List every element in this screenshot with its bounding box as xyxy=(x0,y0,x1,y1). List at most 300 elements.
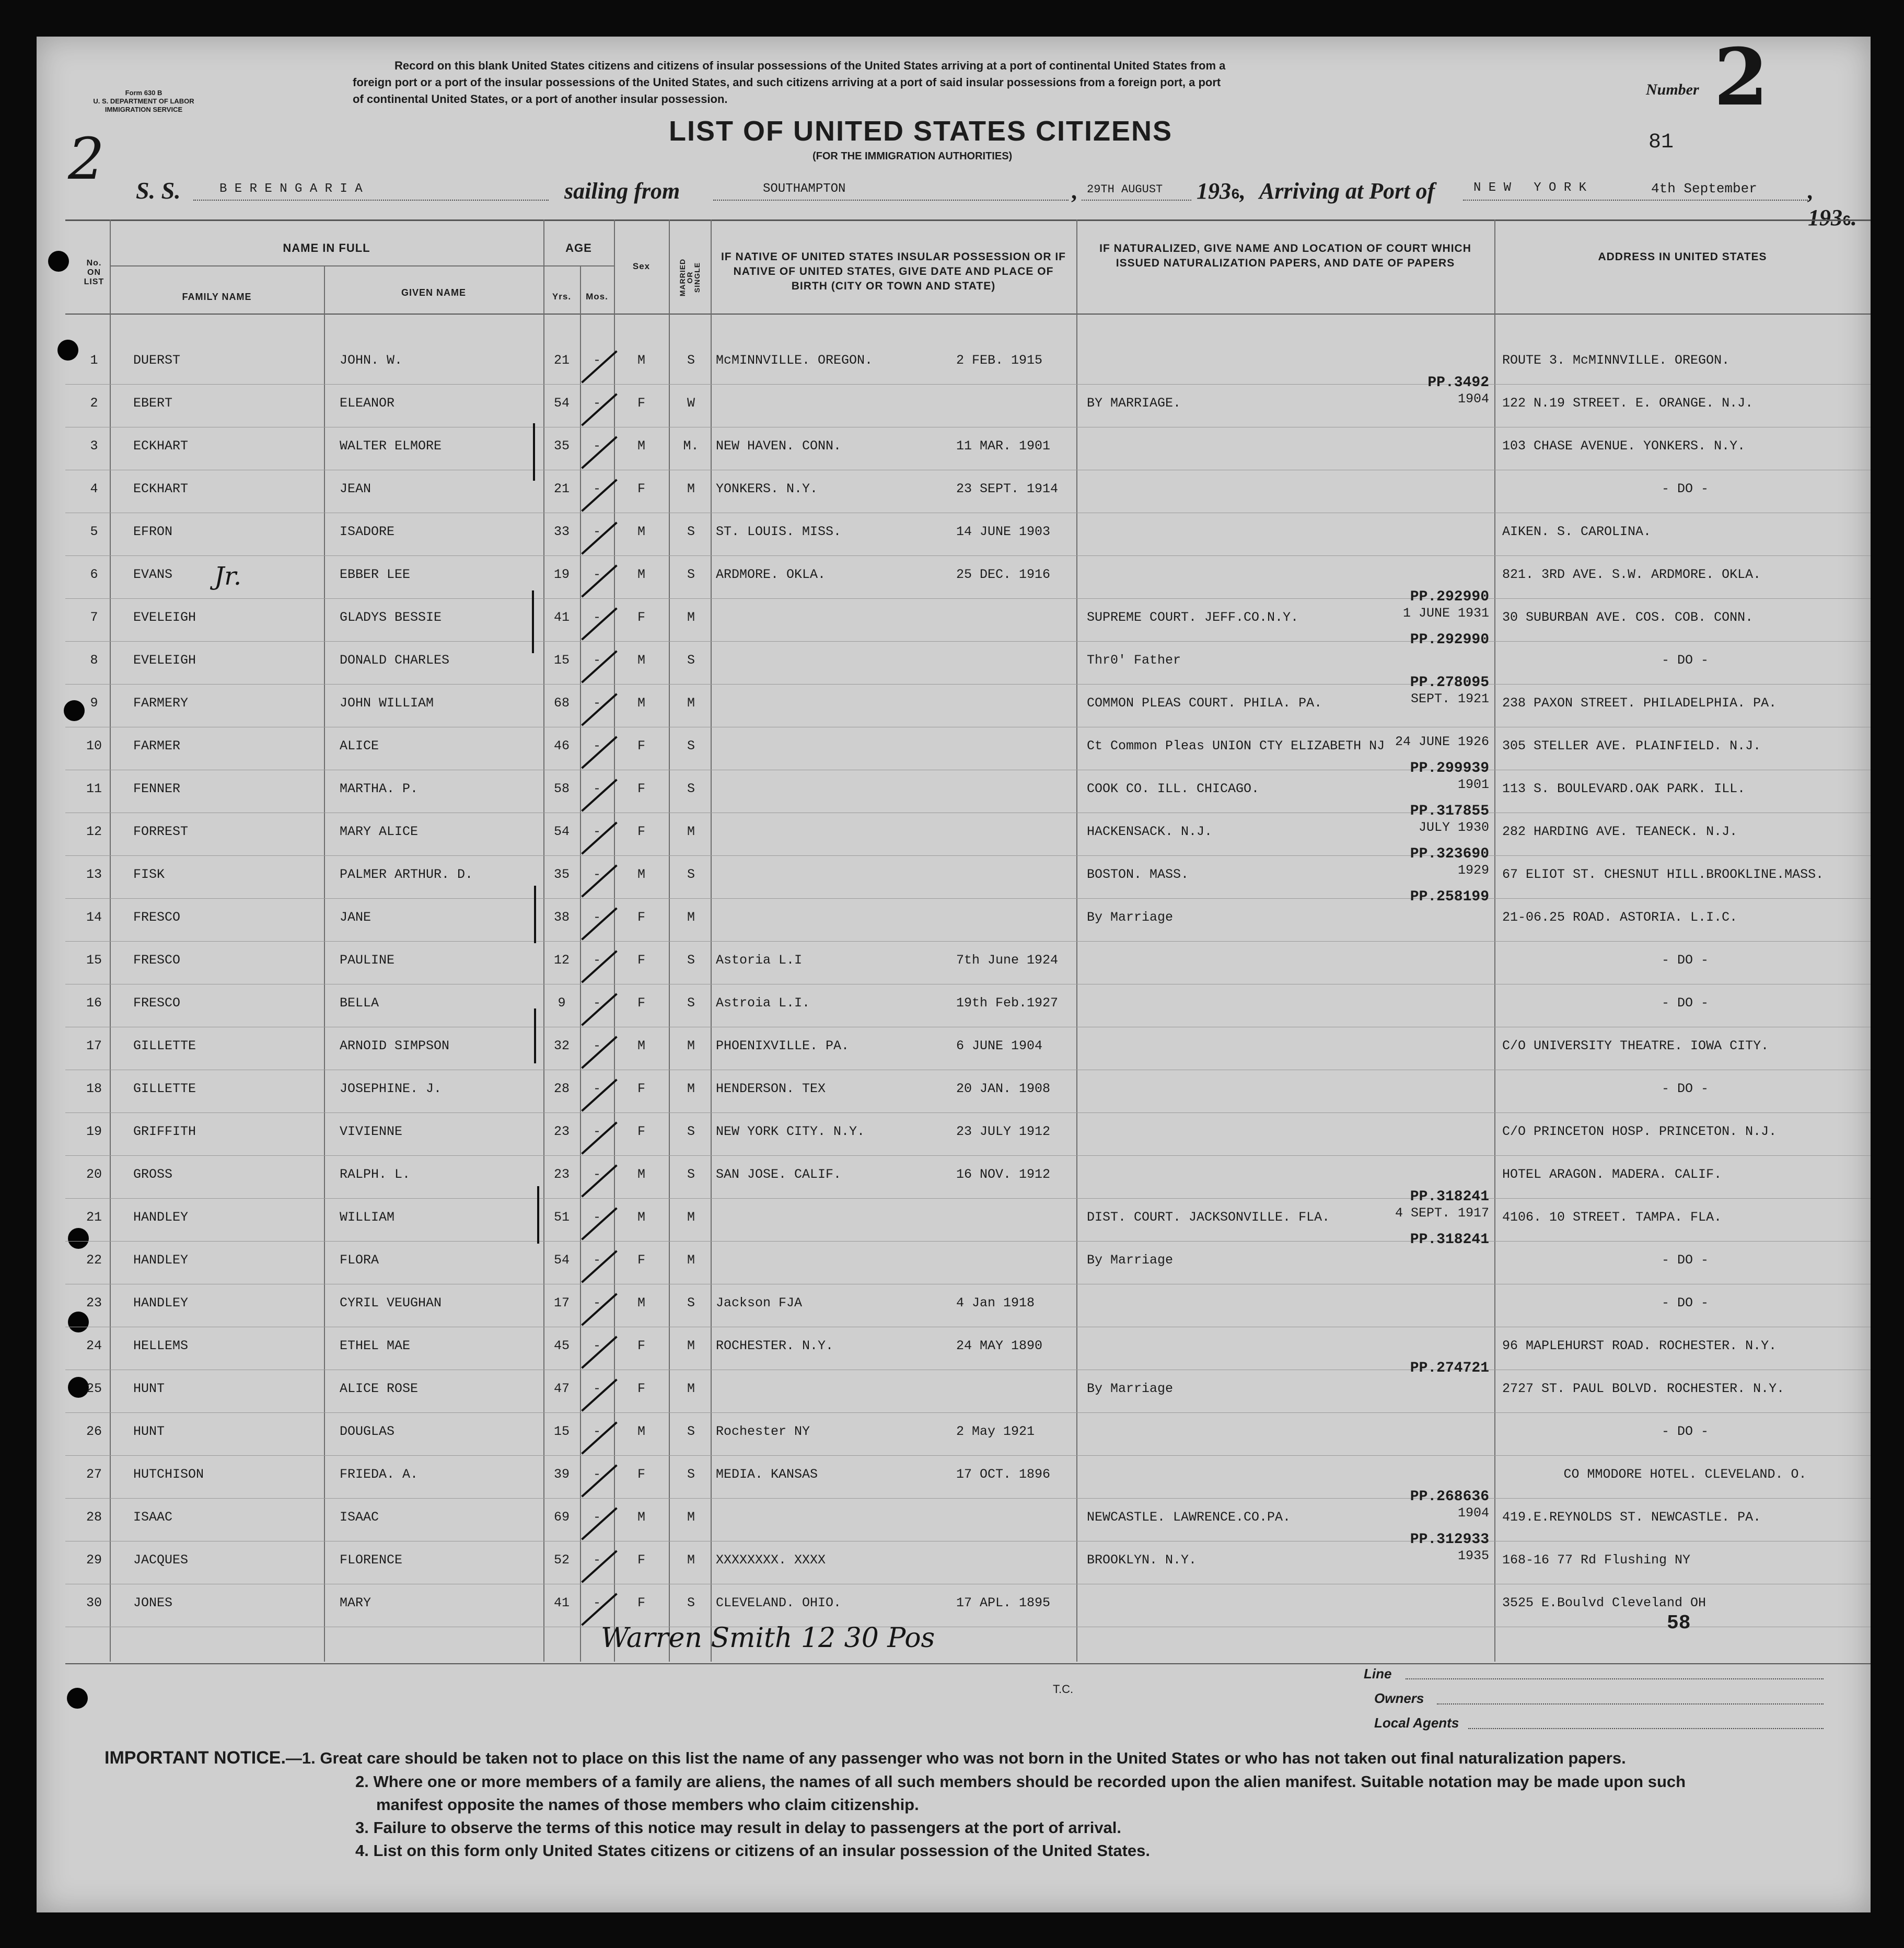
sex: M xyxy=(637,867,645,882)
age-years: 68 xyxy=(553,695,570,711)
marital-status: S xyxy=(687,1295,695,1311)
naturalization-paper-number: PP.292990 xyxy=(1410,589,1489,605)
marital-status: S xyxy=(687,738,695,753)
naturalization-court: BOSTON. MASS. xyxy=(1087,867,1189,882)
row-number: 29 xyxy=(86,1552,102,1568)
marital-status: S xyxy=(687,1424,695,1439)
birth-date: 2 May 1921 xyxy=(956,1424,1035,1439)
row-number: 8 xyxy=(90,653,98,668)
age-years: 23 xyxy=(553,1124,570,1139)
naturalization-paper-number: PP.312933 xyxy=(1410,1532,1489,1548)
intro-line: of continental United States, or a port of another insular possession. xyxy=(353,92,728,106)
address: 168-16 77 Rd Flushing NY xyxy=(1502,1552,1691,1568)
row-number: 18 xyxy=(86,1081,102,1096)
arriving-label: Arriving at Port of xyxy=(1259,178,1435,204)
marital-status: M xyxy=(687,1510,695,1525)
given-name: JOHN WILLIAM xyxy=(340,695,434,711)
given-name: MARTHA. P. xyxy=(340,781,419,796)
marital-status: M xyxy=(687,1552,695,1568)
naturalization-paper-number: PP.317855 xyxy=(1410,803,1489,819)
address: 103 CHASE AVENUE. YONKERS. N.Y. xyxy=(1502,438,1746,454)
naturalization-paper-number: PP.258199 xyxy=(1410,889,1489,905)
birth-place: SAN JOSE. CALIF. xyxy=(716,1167,842,1182)
row-number: 30 xyxy=(86,1595,102,1610)
naturalization-court: COOK CO. ILL. CHICAGO. xyxy=(1087,781,1260,796)
sailing-label: sailing from xyxy=(564,178,680,204)
family-name: HUNT xyxy=(133,1381,165,1396)
given-name: JOSEPHINE. J. xyxy=(340,1081,442,1096)
birth-date: 19th Feb.1927 xyxy=(956,995,1059,1011)
given-name: WALTER ELMORE xyxy=(340,438,442,454)
birth-date: 6 JUNE 1904 xyxy=(956,1038,1043,1053)
marital-status: M xyxy=(687,481,695,496)
naturalization-date: 4 SEPT. 1917 xyxy=(1395,1205,1489,1221)
age-months: - xyxy=(593,1038,601,1053)
naturalization-paper-number: PP.318241 xyxy=(1410,1189,1489,1205)
sex: F xyxy=(637,1081,645,1096)
age-months: - xyxy=(593,1124,601,1139)
marital-status: S xyxy=(687,781,695,796)
age-months: - xyxy=(593,1081,601,1096)
tc-mark: T.C. xyxy=(1053,1683,1074,1696)
sex: F xyxy=(637,610,645,625)
address: ROUTE 3. McMINNVILLE. OREGON. xyxy=(1502,353,1730,368)
family-name: EVELEIGH xyxy=(133,653,196,668)
age-years: 17 xyxy=(553,1295,570,1311)
address: - DO - xyxy=(1661,1424,1709,1439)
address: 419.E.REYNOLDS ST. NEWCASTLE. PA. xyxy=(1502,1510,1761,1525)
family-name: FRESCO xyxy=(133,995,181,1011)
row-number: 26 xyxy=(86,1424,102,1439)
age-months: - xyxy=(593,824,601,839)
address: 113 S. BOULEVARD.OAK PARK. ILL. xyxy=(1502,781,1746,796)
address: - DO - xyxy=(1661,953,1709,968)
marital-status: S xyxy=(687,353,695,368)
birth-place: NEW HAVEN. CONN. xyxy=(716,438,842,454)
birth-place: CLEVELAND. OHIO. xyxy=(716,1595,842,1610)
marital-status: S xyxy=(687,524,695,539)
row-number: 1 xyxy=(90,353,98,368)
notice-title: IMPORTANT NOTICE. xyxy=(105,1748,286,1768)
birth-date: 23 JULY 1912 xyxy=(956,1124,1051,1139)
family-name: FISK xyxy=(133,867,165,882)
given-name: PAULINE xyxy=(340,953,395,968)
row-number: 15 xyxy=(86,953,102,968)
age-years: 38 xyxy=(553,910,570,925)
given-name: VIVIENNE xyxy=(340,1124,403,1139)
family-name: GROSS xyxy=(133,1167,173,1182)
form-agency xyxy=(73,89,214,114)
sex: M xyxy=(637,1210,645,1225)
family-name: FRESCO xyxy=(133,910,181,925)
sex: M xyxy=(637,353,645,368)
address: 3525 E.Boulvd Cleveland OH xyxy=(1502,1595,1706,1610)
family-name: HUNT xyxy=(133,1424,165,1439)
header-name-in-full: NAME IN FULL xyxy=(283,241,370,254)
row-number: 25 xyxy=(86,1381,102,1396)
naturalization-paper-number: PP.3492 xyxy=(1427,375,1489,391)
birth-place: Jackson FJA xyxy=(716,1295,803,1311)
intro-text xyxy=(353,57,1607,108)
row-number: 24 xyxy=(86,1338,102,1353)
passenger-count: 58 xyxy=(1667,1612,1691,1634)
address: AIKEN. S. CAROLINA. xyxy=(1502,524,1652,539)
notice-2-continued: manifest opposite the names of those members who claim citizenship. xyxy=(376,1795,919,1814)
given-name: JANE xyxy=(340,910,371,925)
given-name: BELLA xyxy=(340,995,379,1011)
naturalization-court: By Marriage xyxy=(1087,1253,1174,1268)
age-months: - xyxy=(593,438,601,454)
marital-status: M xyxy=(687,1210,695,1225)
sex: M xyxy=(637,695,645,711)
birth-date: 17 OCT. 1896 xyxy=(956,1467,1051,1482)
age-months: - xyxy=(593,1210,601,1225)
family-name: DUERST xyxy=(133,353,181,368)
notice-1: IMPORTANT NOTICE.—1. Great care should be taken not to place on this list the name of any passenger who was not born in the United States or who has not taken out final naturalization papers. xyxy=(105,1748,1626,1768)
row-number: 27 xyxy=(86,1467,102,1482)
given-name: MARY xyxy=(340,1595,371,1610)
given-name: ETHEL MAE xyxy=(340,1338,411,1353)
family-name: FORREST xyxy=(133,824,189,839)
agents-label: Local Agents xyxy=(1374,1715,1459,1731)
family-name: HANDLEY xyxy=(133,1295,189,1311)
family-name: GRIFFITH xyxy=(133,1124,196,1139)
row-number: 14 xyxy=(86,910,102,925)
family-name: EFRON xyxy=(133,524,173,539)
header-no: No. ON LIST xyxy=(84,259,105,286)
age-years: 54 xyxy=(553,396,570,411)
age-months: - xyxy=(593,695,601,711)
birth-place: XXXXXXXX. XXXX xyxy=(716,1552,826,1568)
family-name: FARMERY xyxy=(133,695,189,711)
header-yrs: Yrs. xyxy=(552,292,572,302)
marital-status: M xyxy=(687,1038,695,1053)
sex: M xyxy=(637,438,645,454)
sex: F xyxy=(637,1381,645,1396)
sex: M xyxy=(637,524,645,539)
service-name: IMMIGRATION SERVICE xyxy=(105,106,183,113)
naturalization-paper-number: PP.268636 xyxy=(1410,1489,1489,1505)
row-number: 13 xyxy=(86,867,102,882)
row-number: 20 xyxy=(86,1167,102,1182)
marital-status: S xyxy=(687,995,695,1011)
given-name: RALPH. L. xyxy=(340,1167,411,1182)
age-years: 33 xyxy=(553,524,570,539)
row-number: 3 xyxy=(90,438,98,454)
age-years: 35 xyxy=(553,438,570,454)
address: 2727 ST. PAUL BOLVD. ROCHESTER. N.Y. xyxy=(1502,1381,1785,1396)
family-name: EVANS xyxy=(133,567,173,582)
row-number: 2 xyxy=(90,396,98,411)
row-number: 17 xyxy=(86,1038,102,1053)
given-name: ISAAC xyxy=(340,1510,379,1525)
row-number: 22 xyxy=(86,1253,102,1268)
naturalization-court: NEWCASTLE. LAWRENCE.CO.PA. xyxy=(1087,1510,1291,1525)
age-years: 21 xyxy=(553,481,570,496)
address: 67 ELIOT ST. CHESNUT HILL.BROOKLINE.MASS. xyxy=(1502,867,1824,882)
age-years: 52 xyxy=(553,1552,570,1568)
address: 21-06.25 ROAD. ASTORIA. L.I.C. xyxy=(1502,910,1738,925)
given-name: JOHN. W. xyxy=(340,353,403,368)
intro-line: Record on this blank United States citizens and citizens of insular possessions of the United States arriving at a port of continental United States from a xyxy=(394,59,1226,72)
margin-number: 2 xyxy=(68,125,105,192)
given-name: GLADYS BESSIE xyxy=(340,610,442,625)
row-number: 4 xyxy=(90,481,98,496)
age-months: - xyxy=(593,1595,601,1610)
marital-status: M. xyxy=(683,438,699,454)
age-years: 39 xyxy=(553,1467,570,1482)
given-name: ALICE xyxy=(340,738,379,753)
marital-status: M xyxy=(687,1338,695,1353)
age-months: - xyxy=(593,653,601,668)
age-years: 47 xyxy=(553,1381,570,1396)
family-name: JONES xyxy=(133,1595,173,1610)
sex: M xyxy=(637,567,645,582)
notice-4: 4. List on this form only United States citizens or citizens of an insular possession of the United States. xyxy=(355,1841,1150,1860)
sex: M xyxy=(637,1038,645,1053)
marital-status: S xyxy=(687,653,695,668)
marital-status: M xyxy=(687,1253,695,1268)
birth-date: 23 SEPT. 1914 xyxy=(956,481,1059,496)
family-name: HUTCHISON xyxy=(133,1467,204,1482)
address: CO MMODORE HOTEL. CLEVELAND. O. xyxy=(1563,1467,1807,1482)
header-family-name: FAMILY NAME xyxy=(182,292,252,302)
given-name: ALICE ROSE xyxy=(340,1381,419,1396)
age-months: - xyxy=(593,1381,601,1396)
age-years: 58 xyxy=(553,781,570,796)
naturalization-court: Thr0' Father xyxy=(1087,653,1181,668)
naturalization-court: HACKENSACK. N.J. xyxy=(1087,824,1213,839)
naturalization-date: SEPT. 1921 xyxy=(1410,691,1489,706)
number-label: Number xyxy=(1646,81,1699,98)
given-name: JEAN xyxy=(340,481,371,496)
age-years: 35 xyxy=(553,867,570,882)
family-name: HANDLEY xyxy=(133,1210,189,1225)
given-name: DONALD CHARLES xyxy=(340,653,450,668)
age-months: - xyxy=(593,995,601,1011)
naturalization-date: 1901 xyxy=(1457,777,1489,792)
birth-place: ROCHESTER. N.Y. xyxy=(716,1338,834,1353)
given-name: FLORA xyxy=(340,1253,379,1268)
year-1: 1936, xyxy=(1197,178,1246,204)
sailing-date: 29TH AUGUST xyxy=(1087,183,1163,196)
birth-place: Astoria L.I xyxy=(716,953,803,968)
age-years: 12 xyxy=(553,953,570,968)
sex: F xyxy=(637,1467,645,1482)
age-years: 54 xyxy=(553,824,570,839)
age-years: 21 xyxy=(553,353,570,368)
family-name: GILLETTE xyxy=(133,1038,196,1053)
birth-date: 25 DEC. 1916 xyxy=(956,567,1051,582)
age-years: 15 xyxy=(553,653,570,668)
sex: F xyxy=(637,396,645,411)
birth-date: 2 FEB. 1915 xyxy=(956,353,1043,368)
sex: F xyxy=(637,995,645,1011)
intro-line: foreign port or a port of the insular possessions of the United States, and such citizens arriving at a port of said insular possessions from a foreign port, a port xyxy=(353,76,1221,89)
birth-place: PHOENIXVILLE. PA. xyxy=(716,1038,850,1053)
given-name: DOUGLAS xyxy=(340,1424,395,1439)
page-title: LIST OF UNITED STATES CITIZENS xyxy=(669,115,1172,147)
age-months: - xyxy=(593,353,601,368)
marital-status: S xyxy=(687,1467,695,1482)
marital-status: S xyxy=(687,953,695,968)
naturalization-court: By Marriage xyxy=(1087,1381,1174,1396)
naturalization-court: By Marriage xyxy=(1087,910,1174,925)
age-years: 54 xyxy=(553,1253,570,1268)
age-months: - xyxy=(593,1424,601,1439)
naturalization-paper-number: PP.292990 xyxy=(1410,632,1489,648)
age-months: - xyxy=(593,781,601,796)
marital-status: S xyxy=(687,1167,695,1182)
address: - DO - xyxy=(1661,995,1709,1011)
marital-status: S xyxy=(687,1595,695,1610)
family-name: EBERT xyxy=(133,396,173,411)
address: - DO - xyxy=(1661,1295,1709,1311)
naturalization-paper-number: PP.318241 xyxy=(1410,1232,1489,1248)
address: - DO - xyxy=(1661,653,1709,668)
address: - DO - xyxy=(1661,1253,1709,1268)
naturalization-court: Ct Common Pleas UNION CTY ELIZABETH NJ xyxy=(1087,738,1385,753)
sex: F xyxy=(637,1595,645,1610)
age-months: - xyxy=(593,1253,601,1268)
age-months: - xyxy=(593,567,601,582)
form-number: Form 630 B xyxy=(125,89,162,97)
marital-status: M xyxy=(687,1381,695,1396)
year-2: , 1936. xyxy=(1808,178,1857,230)
address: - DO - xyxy=(1661,1081,1709,1096)
birth-date: 11 MAR. 1901 xyxy=(956,438,1051,454)
header-naturalization: IF NATURALIZED, GIVE NAME AND LOCATION OF COURT WHICH ISSUED NATURALIZATION PAPERS, AND DATE OF PAPERS xyxy=(1099,242,1471,269)
sex: F xyxy=(637,953,645,968)
age-years: 32 xyxy=(553,1038,570,1053)
birth-date: 20 JAN. 1908 xyxy=(956,1081,1051,1096)
marital-status: W xyxy=(687,396,695,411)
age-years: 41 xyxy=(553,1595,570,1610)
age-years: 15 xyxy=(553,1424,570,1439)
birth-place: YONKERS. N.Y. xyxy=(716,481,818,496)
marital-status: S xyxy=(687,867,695,882)
birth-date: 14 JUNE 1903 xyxy=(956,524,1051,539)
given-name: ELEANOR xyxy=(340,396,395,411)
row-number: 6 xyxy=(90,567,98,582)
given-name: FRIEDA. A. xyxy=(340,1467,419,1482)
row-number: 23 xyxy=(86,1295,102,1311)
given-name: MARY ALICE xyxy=(340,824,419,839)
age-months: - xyxy=(593,1510,601,1525)
age-years: 9 xyxy=(558,995,566,1011)
age-months: - xyxy=(593,610,601,625)
sex: F xyxy=(637,781,645,796)
marital-status: M xyxy=(687,910,695,925)
birth-place: Astroia L.I. xyxy=(716,995,810,1011)
naturalization-court: COMMON PLEAS COURT. PHILA. PA. xyxy=(1087,695,1322,711)
family-name: HANDLEY xyxy=(133,1253,189,1268)
header-birth: IF NATIVE OF UNITED STATES INSULAR POSSESSION OR IF NATIVE OF UNITED STATES, GIVE DATE AND PLACE OF BIRTH (CITY OR TOWN AND STATE) xyxy=(721,251,1066,292)
birth-date: 24 MAY 1890 xyxy=(956,1338,1043,1353)
manifest-sheet xyxy=(37,31,1871,1912)
age-months: - xyxy=(593,953,601,968)
sex: F xyxy=(637,1338,645,1353)
address: HOTEL ARAGON. MADERA. CALIF. xyxy=(1502,1167,1722,1182)
given-name: EBBER LEE xyxy=(340,567,411,582)
row-number: 7 xyxy=(90,610,98,625)
birth-place: Rochester NY xyxy=(716,1424,810,1439)
birth-date: 7th June 1924 xyxy=(956,953,1059,968)
marital-status: M xyxy=(687,824,695,839)
sex: F xyxy=(637,738,645,753)
age-years: 28 xyxy=(553,1081,570,1096)
age-months: - xyxy=(593,1552,601,1568)
marital-status: S xyxy=(687,567,695,582)
birth-place: NEW YORK CITY. N.Y. xyxy=(716,1124,865,1139)
address: - DO - xyxy=(1661,481,1709,496)
handwritten-signature: Warren Smith 12 30 Pos xyxy=(601,1622,935,1654)
page-number: 81 xyxy=(1648,131,1674,154)
age-months: - xyxy=(593,1167,601,1182)
naturalization-paper-number: PP.274721 xyxy=(1410,1360,1489,1376)
birth-date: 4 Jan 1918 xyxy=(956,1295,1035,1311)
marital-status: M xyxy=(687,695,695,711)
row-number: 12 xyxy=(86,824,102,839)
family-name: ECKHART xyxy=(133,438,189,454)
age-years: 23 xyxy=(553,1167,570,1182)
header-age: AGE xyxy=(565,241,592,254)
given-name: PALMER ARTHUR. D. xyxy=(340,867,473,882)
given-name: ARNOID SIMPSON xyxy=(340,1038,450,1053)
address: 96 MAPLEHURST ROAD. ROCHESTER. N.Y. xyxy=(1502,1338,1777,1353)
given-name: FLORENCE xyxy=(340,1552,403,1568)
naturalization-court: DIST. COURT. JACKSONVILLE. FLA. xyxy=(1087,1210,1330,1225)
naturalization-date: 24 JUNE 1926 xyxy=(1395,734,1489,749)
family-name: FENNER xyxy=(133,781,181,796)
sex: M xyxy=(637,1424,645,1439)
naturalization-date: 1929 xyxy=(1457,863,1489,878)
marital-status: M xyxy=(687,610,695,625)
sailing-port: SOUTHAMPTON xyxy=(763,182,846,196)
naturalization-court: BY MARRIAGE. xyxy=(1087,396,1181,411)
passenger-table xyxy=(65,219,1871,1664)
birth-date: 17 APL. 1895 xyxy=(956,1595,1051,1610)
naturalization-date: 1 JUNE 1931 xyxy=(1402,606,1489,621)
address: 305 STELLER AVE. PLAINFIELD. N.J. xyxy=(1502,738,1761,753)
birth-place: MEDIA. KANSAS xyxy=(716,1467,818,1482)
birth-place: ST. LOUIS. MISS. xyxy=(716,524,842,539)
row-number: 10 xyxy=(86,738,102,753)
given-name: CYRIL VEUGHAN xyxy=(340,1295,442,1311)
age-years: 69 xyxy=(553,1510,570,1525)
row-number: 9 xyxy=(90,695,98,711)
handwritten-note: Jr. xyxy=(214,562,242,591)
header-married-or-single: MARRIED OR SINGLE xyxy=(678,258,701,297)
address: 821. 3RD AVE. S.W. ARDMORE. OKLA. xyxy=(1502,567,1761,582)
naturalization-date: 1935 xyxy=(1457,1548,1489,1563)
age-years: 51 xyxy=(553,1210,570,1225)
family-name: ECKHART xyxy=(133,481,189,496)
row-number: 28 xyxy=(86,1510,102,1525)
header-sex: Sex xyxy=(632,261,651,271)
family-name: JACQUES xyxy=(133,1552,189,1568)
sex: F xyxy=(637,1253,645,1268)
sex: M xyxy=(637,1295,645,1311)
sex: F xyxy=(637,481,645,496)
row-number: 5 xyxy=(90,524,98,539)
address: 282 HARDING AVE. TEANECK. N.J. xyxy=(1502,824,1738,839)
sex: F xyxy=(637,824,645,839)
given-name: ISADORE xyxy=(340,524,395,539)
marital-status: M xyxy=(687,1081,695,1096)
address: 122 N.19 STREET. E. ORANGE. N.J. xyxy=(1502,396,1754,411)
sex: M xyxy=(637,1510,645,1525)
